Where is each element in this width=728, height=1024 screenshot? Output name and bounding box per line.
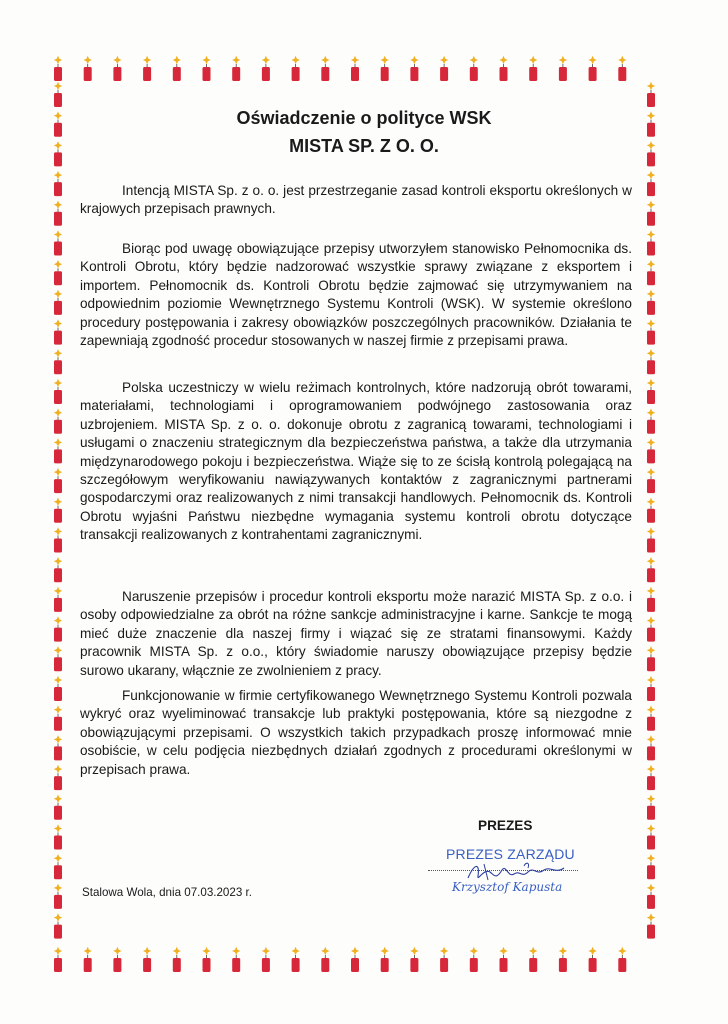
candle-icon <box>647 884 655 909</box>
signatory-role: PREZES <box>478 818 533 833</box>
candle-icon <box>291 947 299 972</box>
candle-icon <box>232 56 240 81</box>
candle-icon <box>647 676 655 701</box>
candle-icon <box>647 379 655 404</box>
candle-icon <box>351 947 359 972</box>
candle-icon <box>351 56 359 81</box>
candle-icon <box>84 947 92 972</box>
candle-icon <box>54 676 62 701</box>
candle-icon <box>559 56 567 81</box>
candle-icon <box>54 409 62 434</box>
paragraph-officer: Biorąc pod uwagę obowiązujące przepisy utworzyłem stanowisko Pełnomocnika ds. Kontroli Obrotu, który będzie nadzorować wszystkie sprawy związane z eksportem i importem. Pełnomocnik ds. Kontroli Obrotu będzie zajmować się utrzymywaniem na odpowiednim poziomie Wewnętrznego Systemu Kontroli (WSK). W systemie określono procedury postępowania i zakresy obowiązków poszczególnych pracowników. Działania te zapewniają zgodność procedur stosowanych w naszej firmie z przepisami prawa. <box>80 241 632 349</box>
company-name: MISTA SP. Z O. O. <box>289 136 439 156</box>
candle-icon <box>262 947 270 972</box>
candle-icon <box>410 947 418 972</box>
candle-icon <box>381 56 389 81</box>
candle-icon <box>54 260 62 285</box>
candle-icon <box>647 201 655 226</box>
candle-icon <box>647 468 655 493</box>
candle-icon <box>54 379 62 404</box>
paragraph-sanctions: Naruszenie przepisów i procedur kontroli eksportu może narazić MISTA Sp. z o.o. i osoby odpowiedzialne za obrót na różne sankcje administracyjne i karne. Sankcje te mogą mieć duże znaczenie dla naszej firmy i wiązać się ze stratami finansowymi. Każdy pracownik MISTA Sp. z o.o., który świadomie naruszy obowiązujące przepisy będzie surowo ukarany, włącznie ze zwolnieniem z pracy. <box>80 589 632 678</box>
candle-icon <box>647 498 655 523</box>
candle-icon <box>647 765 655 790</box>
paragraph-reporting: Funkcjonowanie w firmie certyfikowanego Wewnętrznego Systemu Kontroli pozwala wykryć oraz wyeliminować transakcje lub praktyki postępowania, które są niezgodne z obowiązującymi przepisami. O wszystkich takich przypadkach proszę informować mnie osobiście, w celu podjęcia niezbędnych działań zgodnych z procedurami określonymi w przepisach prawa. <box>80 688 632 777</box>
candle-icon <box>647 913 655 938</box>
candle-icon <box>588 56 596 81</box>
candle-icon <box>647 795 655 820</box>
candle-icon <box>54 884 62 909</box>
candle-icon <box>54 646 62 671</box>
candle-icon <box>54 765 62 790</box>
candle-icon <box>54 557 62 582</box>
candle-icon <box>54 56 62 81</box>
candle-icon <box>54 468 62 493</box>
candle-icon <box>54 735 62 760</box>
stamp-title: PREZES ZARZĄDU <box>446 846 575 862</box>
candle-icon <box>173 947 181 972</box>
candle-icon <box>647 706 655 731</box>
candle-icon <box>440 947 448 972</box>
candle-icon <box>647 587 655 612</box>
candle-icon <box>647 646 655 671</box>
candle-icon <box>470 56 478 81</box>
candle-icon <box>54 201 62 226</box>
candle-icon <box>440 56 448 81</box>
candle-icon <box>529 947 537 972</box>
candle-icon <box>647 349 655 374</box>
candle-icon <box>647 409 655 434</box>
candle-icon <box>54 706 62 731</box>
candle-icon <box>647 171 655 196</box>
candle-icon <box>54 171 62 196</box>
candle-icon <box>262 56 270 81</box>
candle-icon <box>54 230 62 255</box>
candle-icon <box>647 616 655 641</box>
candle-icon <box>54 498 62 523</box>
candle-icon <box>54 438 62 463</box>
candle-icon <box>618 56 626 81</box>
document-title: Oświadczenie o polityce WSK <box>236 108 492 128</box>
candle-icon <box>54 824 62 849</box>
candle-icon <box>291 56 299 81</box>
candle-icon <box>647 557 655 582</box>
signature-stamp <box>444 846 594 896</box>
stamp-name: Krzysztof Kapusta <box>452 880 563 894</box>
candle-icon <box>647 527 655 552</box>
candle-icon <box>381 947 389 972</box>
candle-icon <box>529 56 537 81</box>
candle-icon <box>647 260 655 285</box>
candle-icon <box>54 527 62 552</box>
candle-icon <box>54 913 62 938</box>
candle-icon <box>113 947 121 972</box>
candle-icon <box>410 56 418 81</box>
candle-icon <box>113 56 121 81</box>
candle-icon <box>54 616 62 641</box>
candle-icon <box>647 824 655 849</box>
candle-icon <box>647 230 655 255</box>
candle-icon <box>559 947 567 972</box>
place-and-date: Stalowa Wola, dnia 07.03.2023 r. <box>82 886 252 899</box>
candle-icon <box>143 947 151 972</box>
candle-icon <box>54 587 62 612</box>
candle-icon <box>647 290 655 315</box>
candle-icon <box>618 947 626 972</box>
candle-icon <box>321 56 329 81</box>
candle-icon <box>647 438 655 463</box>
candle-icon <box>647 319 655 344</box>
candle-icon <box>202 56 210 81</box>
candle-icon <box>54 82 62 107</box>
candle-icon <box>499 947 507 972</box>
candle-icon <box>54 319 62 344</box>
paragraph-regimes: Polska uczestniczy w wielu reżimach kontrolnych, które nadzorują obrót towarami, materiałami, technologiami i oprogramowaniem podwójnego zastosowania oraz uzbrojeniem. MISTA Sp. z o. o. dokonuje obrotu z zagranicą towarami, technologiami i usługami o znaczeniu strategicznym dla bezpieczeństwa państwa, a także dla utrzymania międzynarodowego pokoju i bezpieczeństwa. Wiąże się to ze ścisłą kontrolą polegającą na szczegółowym weryfikowaniu nawiązywanych kontaktów z zagranicznymi partnerami gospodarczymi oraz realizowanych z nimi transakcji handlowych. Pełnomocnik ds. Kontroli Obrotu wyjaśni Państwu niezbędne wymagania systemu kontroli obrotu dotyczące transakcji realizowanych z kontrahentami zagranicznymi. <box>80 380 632 543</box>
candle-icon <box>54 854 62 879</box>
candle-icon <box>647 854 655 879</box>
paragraph-intent: Intencją MISTA Sp. z o. o. jest przestrzeganie zasad kontroli eksportu określonych w krajowych przepisach prawnych. <box>80 183 632 217</box>
candle-icon <box>470 947 478 972</box>
candle-icon <box>588 947 596 972</box>
candle-icon <box>54 795 62 820</box>
candle-icon <box>143 56 151 81</box>
candle-icon <box>321 947 329 972</box>
candle-icon <box>647 735 655 760</box>
candle-icon <box>84 56 92 81</box>
candle-icon <box>499 56 507 81</box>
candle-icon <box>202 947 210 972</box>
candle-icon <box>54 290 62 315</box>
candle-icon <box>54 947 62 972</box>
candle-icon <box>647 82 655 107</box>
candle-icon <box>54 349 62 374</box>
candle-icon <box>232 947 240 972</box>
candle-icon <box>173 56 181 81</box>
